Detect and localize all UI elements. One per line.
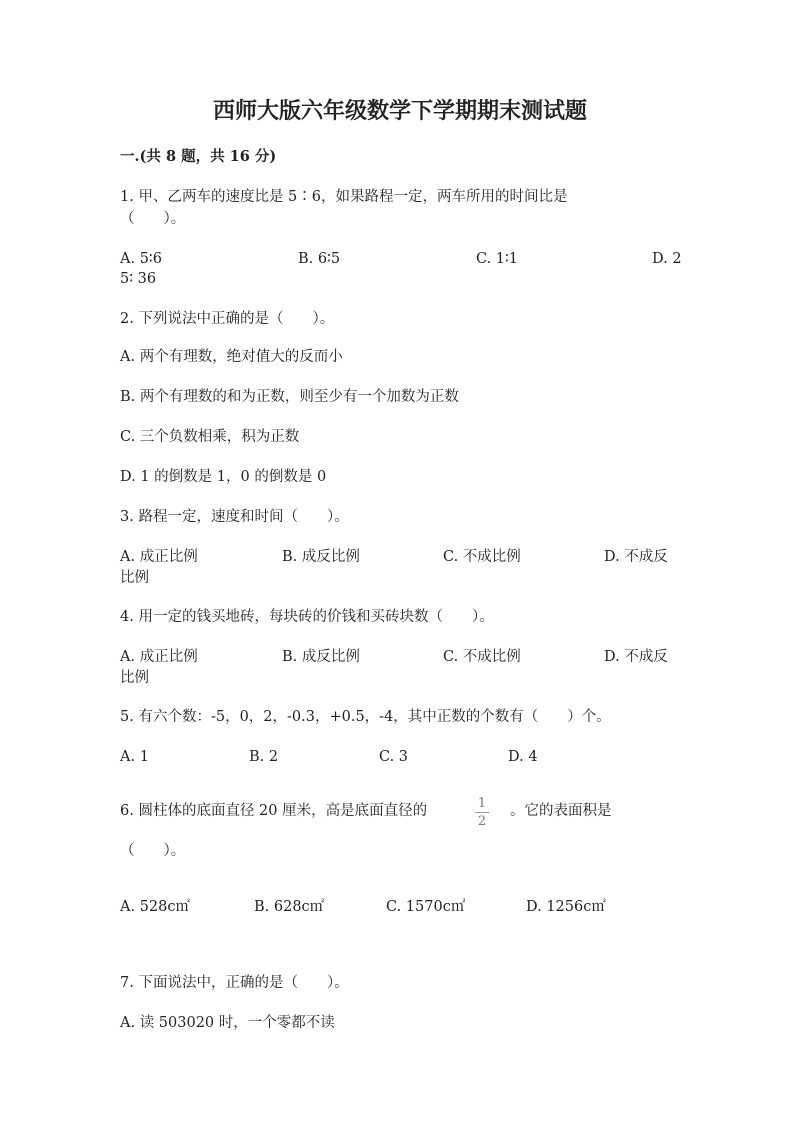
option-d-cont: 5∶ 36 <box>120 271 157 287</box>
question-stem: 1. 甲、乙两车的速度比是 5∶6，如果路程一定，两车所用的时间比是 <box>120 189 568 205</box>
question-stem-cont: （ ）。 <box>120 211 186 227</box>
fraction-bar <box>475 812 489 813</box>
option-c: C. 3 <box>379 749 409 765</box>
question-stem-line2: （ ）。 <box>120 843 186 859</box>
question-stem-cont: 。它的表面积是 <box>510 803 612 819</box>
option-d: D. 2 <box>652 251 682 267</box>
option-b: B. 2 <box>249 749 279 765</box>
fraction-denominator: 2 <box>477 814 487 829</box>
option-d-cont: 比例 <box>120 570 149 586</box>
option-a: A. 成正比例 <box>120 549 198 565</box>
fraction-one-half <box>474 797 490 828</box>
section-heading: 一.(共 8 题，共 16 分) <box>120 148 277 165</box>
option-c: C. 不成比例 <box>443 549 521 565</box>
option-b: B. 成反比例 <box>282 649 360 665</box>
option-d: D. 1256c㎡ <box>526 899 606 915</box>
option-c: C. 三个负数相乘，积为正数 <box>120 429 300 445</box>
question-stem: 4. 用一定的钱买地砖，每块砖的价钱和买砖块数（ ）。 <box>120 609 494 625</box>
question-stem: 7. 下面说法中，正确的是（ ）。 <box>120 975 349 991</box>
question-stem: 2. 下列说法中正确的是（ ）。 <box>120 311 335 327</box>
option-d-cont: 比例 <box>120 670 149 686</box>
question-stem: 6. 圆柱体的底面直径 20 厘米，高是底面直径的 <box>120 803 428 819</box>
option-d: D. 不成反 <box>604 549 668 565</box>
option-b: B. 两个有理数的和为正数，则至少有一个加数为正数 <box>120 389 459 405</box>
option-a: A. 读 503020 时，一个零都不读 <box>120 1015 335 1031</box>
option-b: B. 6∶5 <box>298 251 341 267</box>
option-a: A. 1 <box>120 749 149 765</box>
option-c: C. 1∶1 <box>476 251 519 267</box>
option-a: A. 5∶6 <box>120 251 162 267</box>
question-stem: 3. 路程一定，速度和时间（ ）。 <box>120 509 349 525</box>
option-d: D. 4 <box>508 749 538 765</box>
option-a: A. 成正比例 <box>120 649 198 665</box>
option-b: B. 成反比例 <box>282 549 360 565</box>
option-c: C. 不成比例 <box>443 649 521 665</box>
option-a: A. 528c㎡ <box>120 899 190 915</box>
option-d: D. 不成反 <box>604 649 668 665</box>
option-b: B. 628c㎡ <box>254 899 325 915</box>
option-a: A. 两个有理数，绝对值大的反而小 <box>120 349 343 365</box>
option-d: D. 1 的倒数是 1，0 的倒数是 0 <box>120 469 327 485</box>
option-c: C. 1570c㎡ <box>386 899 466 915</box>
question-stem: 5. 有六个数：-5，0，2，-0.3，+0.5，-4，其中正数的个数有（ ）个。 <box>120 709 611 725</box>
page-title: 西师大版六年级数学下学期期末测试题 <box>212 98 587 124</box>
fraction-numerator: 1 <box>477 796 487 811</box>
